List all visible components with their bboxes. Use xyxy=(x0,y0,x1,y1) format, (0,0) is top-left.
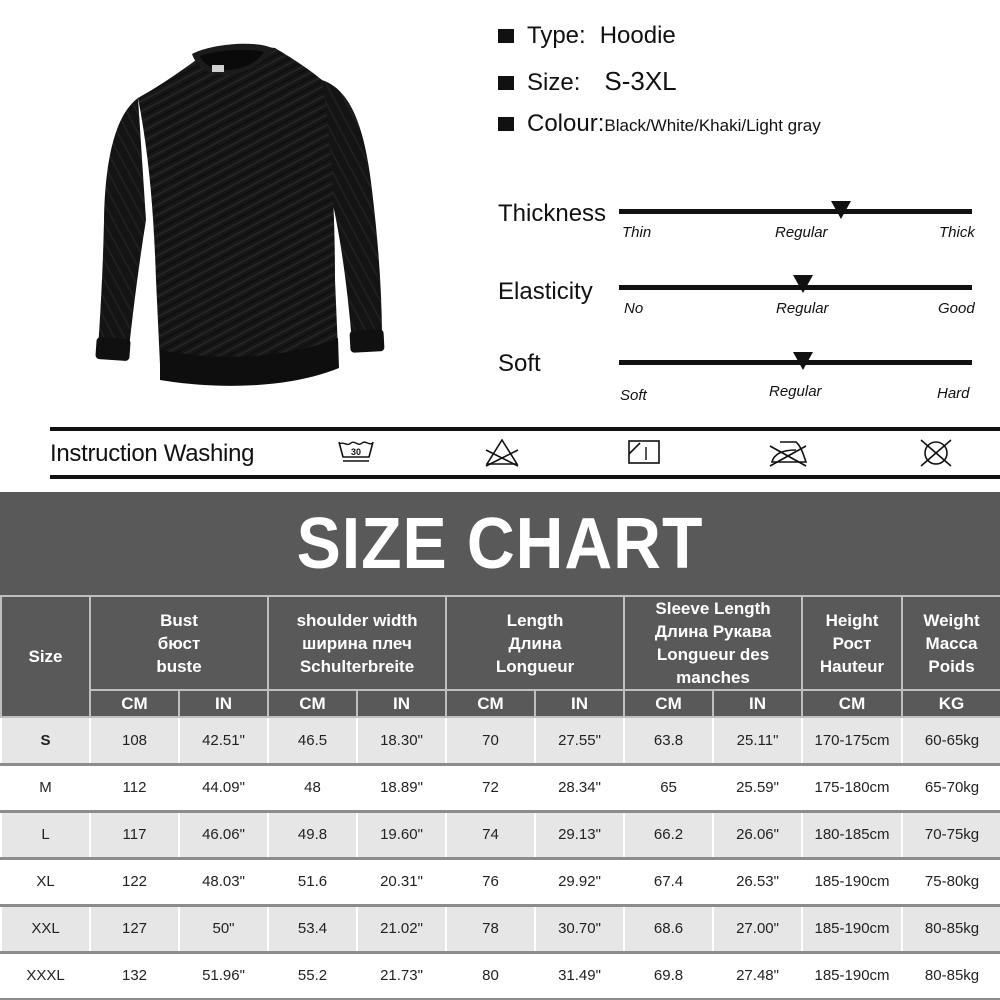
table-row xyxy=(1,952,1000,999)
scale-name: Soft xyxy=(498,350,541,377)
length-in-cell: 28.34" xyxy=(535,764,624,811)
unit-header: IN xyxy=(357,690,446,717)
scale-name: Thickness xyxy=(498,200,607,227)
size-cell: S xyxy=(1,717,90,764)
sleeve-cm-cell: 67.4 xyxy=(624,858,713,905)
scale-mid-label: Regular xyxy=(769,383,822,400)
spec-label: Colour: xyxy=(527,110,605,137)
height-cell: 175-180cm xyxy=(802,764,902,811)
weight-cell: 70-75kg xyxy=(902,811,1000,858)
length-in-cell: 27.55" xyxy=(535,717,624,764)
column-header-height: Height Рост Hauteur xyxy=(802,596,902,690)
shoulder-cm-cell: 49.8 xyxy=(268,811,357,858)
size-cell: M xyxy=(1,764,90,811)
scale-high-label: Thick xyxy=(939,224,975,241)
square-bullet-icon xyxy=(498,29,514,43)
scale-high-label: Hard xyxy=(937,385,970,402)
sleeve-cm-cell: 63.8 xyxy=(624,717,713,764)
table-unit-row xyxy=(1,690,1000,717)
square-bullet-icon xyxy=(498,76,514,90)
shoulder-in-cell: 21.73" xyxy=(357,952,446,999)
unit-header: CM xyxy=(624,690,713,717)
sleeve-in-cell: 26.06" xyxy=(713,811,802,858)
sleeve-cm-cell: 65 xyxy=(624,764,713,811)
length-cm-cell: 76 xyxy=(446,858,535,905)
unit-header: CM xyxy=(90,690,179,717)
sleeve-cm-cell: 66.2 xyxy=(624,811,713,858)
divider xyxy=(50,427,1000,431)
size-cell: XL xyxy=(1,858,90,905)
column-header-bust: Bust бюст buste xyxy=(90,596,268,690)
spec-type xyxy=(498,22,676,50)
column-header-size: Size xyxy=(1,596,90,717)
height-cell: 185-190cm xyxy=(802,905,902,952)
shoulder-in-cell: 18.89" xyxy=(357,764,446,811)
size-chart-title: SIZE CHART xyxy=(296,503,704,584)
scale-soft xyxy=(498,350,978,410)
length-in-cell: 30.70" xyxy=(535,905,624,952)
size-cell: XXL xyxy=(1,905,90,952)
height-cell: 180-185cm xyxy=(802,811,902,858)
size-cell: L xyxy=(1,811,90,858)
shoulder-cm-cell: 46.5 xyxy=(268,717,357,764)
bust-cm-cell: 112 xyxy=(90,764,179,811)
length-in-cell: 31.49" xyxy=(535,952,624,999)
column-header-shoulder-width: shoulder width ширина плеч Schulterbreite xyxy=(268,596,446,690)
wash-30-degrees-icon xyxy=(336,438,376,468)
bust-cm-cell: 117 xyxy=(90,811,179,858)
scale-high-label: Good xyxy=(938,300,975,317)
sleeve-cm-cell: 69.8 xyxy=(624,952,713,999)
shoulder-cm-cell: 48 xyxy=(268,764,357,811)
weight-cell: 80-85kg xyxy=(902,905,1000,952)
spec-value: Hoodie xyxy=(599,22,676,49)
do-not-iron-icon xyxy=(768,438,808,468)
scale-thickness xyxy=(498,200,978,260)
scale-low-label: Thin xyxy=(622,224,652,241)
bust-cm-cell: 122 xyxy=(90,858,179,905)
column-header-weight: Weight Macca Poids xyxy=(902,596,1000,690)
spec-value: Black/White/Khaki/Light gray xyxy=(604,116,821,135)
unit-header: KG xyxy=(902,690,1000,717)
unit-header: IN xyxy=(179,690,268,717)
table-row xyxy=(1,764,1000,811)
unit-header: IN xyxy=(713,690,802,717)
shoulder-in-cell: 21.02" xyxy=(357,905,446,952)
length-cm-cell: 72 xyxy=(446,764,535,811)
unit-header: IN xyxy=(535,690,624,717)
scale-mid-label: Regular xyxy=(776,300,829,317)
bust-in-cell: 46.06" xyxy=(179,811,268,858)
line-dry-icon xyxy=(624,438,664,468)
spec-size xyxy=(498,66,677,97)
sleeve-in-cell: 25.59" xyxy=(713,764,802,811)
table-row xyxy=(1,858,1000,905)
size-chart-banner xyxy=(0,492,1000,595)
bust-cm-cell: 132 xyxy=(90,952,179,999)
column-header-length: Length Длина Longueur xyxy=(446,596,624,690)
table-header-row xyxy=(1,596,1000,690)
shoulder-cm-cell: 51.6 xyxy=(268,858,357,905)
length-cm-cell: 74 xyxy=(446,811,535,858)
product-image xyxy=(60,20,420,400)
square-bullet-icon xyxy=(498,117,514,131)
washing-title: Instruction Washing xyxy=(50,440,255,467)
sleeve-in-cell: 26.53" xyxy=(713,858,802,905)
size-chart-table xyxy=(0,595,1000,1000)
scale-name: Elasticity xyxy=(498,278,593,305)
bust-in-cell: 51.96" xyxy=(179,952,268,999)
shoulder-cm-cell: 55.2 xyxy=(268,952,357,999)
scale-bar xyxy=(619,209,972,214)
height-cell: 170-175cm xyxy=(802,717,902,764)
spec-colour xyxy=(498,110,821,138)
scale-low-label: No xyxy=(624,300,644,317)
shoulder-cm-cell: 53.4 xyxy=(268,905,357,952)
size-cell: XXXL xyxy=(1,952,90,999)
unit-header: CM xyxy=(802,690,902,717)
unit-header: CM xyxy=(268,690,357,717)
unit-header: CM xyxy=(446,690,535,717)
shoulder-in-cell: 19.60" xyxy=(357,811,446,858)
sleeve-in-cell: 25.11" xyxy=(713,717,802,764)
divider xyxy=(50,475,1000,479)
scale-marker-triangle-icon xyxy=(793,275,813,293)
length-in-cell: 29.92" xyxy=(535,858,624,905)
weight-cell: 60-65kg xyxy=(902,717,1000,764)
weight-cell: 75-80kg xyxy=(902,858,1000,905)
length-cm-cell: 80 xyxy=(446,952,535,999)
bust-in-cell: 50" xyxy=(179,905,268,952)
length-cm-cell: 70 xyxy=(446,717,535,764)
shoulder-in-cell: 20.31" xyxy=(357,858,446,905)
spec-label: Size: xyxy=(527,69,581,96)
do-not-tumble-dry-icon xyxy=(916,438,956,468)
scale-marker-triangle-icon xyxy=(831,201,851,219)
column-header-sleeve-length: Sleeve Length Длина Рукава Longueur des manches xyxy=(624,596,802,690)
shoulder-in-cell: 18.30" xyxy=(357,717,446,764)
bust-cm-cell: 108 xyxy=(90,717,179,764)
table-row xyxy=(1,811,1000,858)
bust-in-cell: 44.09" xyxy=(179,764,268,811)
scale-marker-triangle-icon xyxy=(793,352,813,370)
weight-cell: 80-85kg xyxy=(902,952,1000,999)
bust-in-cell: 42.51" xyxy=(179,717,268,764)
table-row xyxy=(1,905,1000,952)
spec-value: S-3XL xyxy=(604,66,677,96)
sleeve-in-cell: 27.00" xyxy=(713,905,802,952)
sleeve-in-cell: 27.48" xyxy=(713,952,802,999)
height-cell: 185-190cm xyxy=(802,858,902,905)
svg-text:30: 30 xyxy=(350,447,362,457)
weight-cell: 65-70kg xyxy=(902,764,1000,811)
length-in-cell: 29.13" xyxy=(535,811,624,858)
table-row xyxy=(1,717,1000,764)
height-cell: 185-190cm xyxy=(802,952,902,999)
sweatshirt-illustration xyxy=(60,20,420,400)
sleeve-cm-cell: 68.6 xyxy=(624,905,713,952)
do-not-bleach-icon xyxy=(482,438,522,468)
bust-in-cell: 48.03" xyxy=(179,858,268,905)
scale-low-label: Soft xyxy=(620,387,647,404)
spec-label: Type: xyxy=(527,22,586,49)
scale-elasticity xyxy=(498,278,978,338)
scale-mid-label: Regular xyxy=(775,224,828,241)
length-cm-cell: 78 xyxy=(446,905,535,952)
bust-cm-cell: 127 xyxy=(90,905,179,952)
